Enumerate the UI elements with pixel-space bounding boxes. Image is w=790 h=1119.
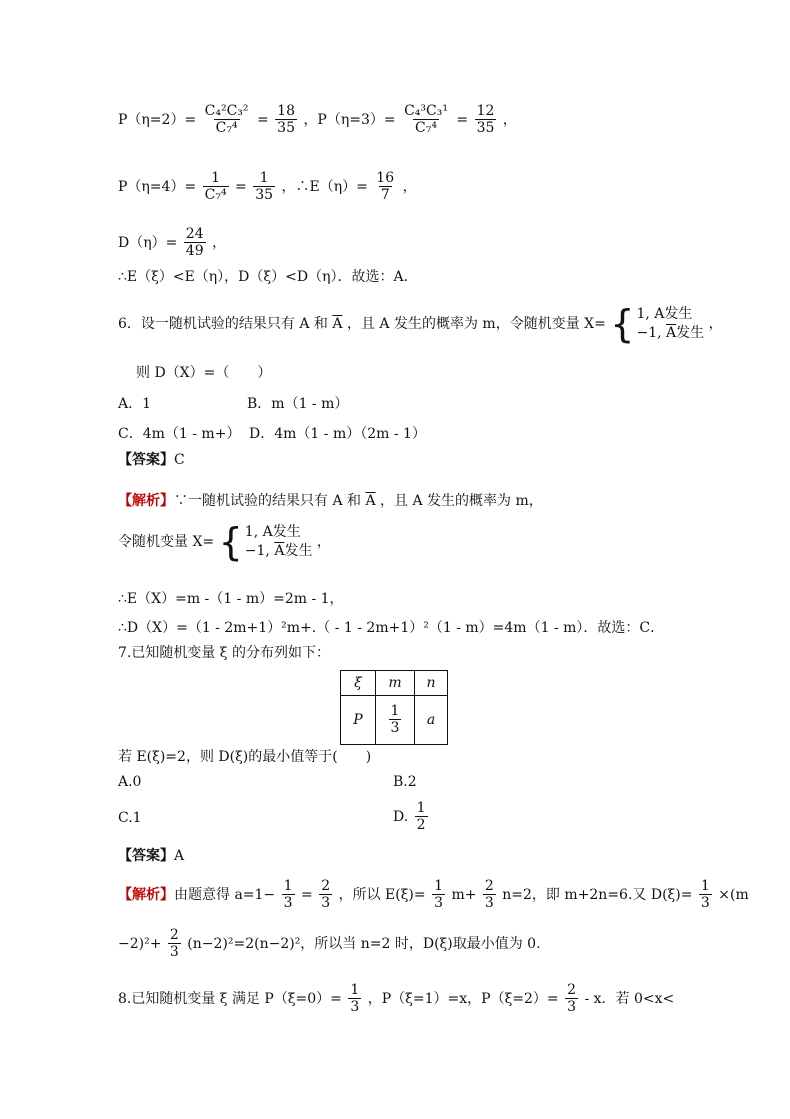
fraction	[432, 878, 445, 912]
den: 7	[380, 187, 390, 204]
a-complement: $\overline{A}$	[274, 543, 285, 559]
den: C₇⁴	[204, 187, 227, 204]
num: 18	[277, 103, 295, 119]
answer-6	[118, 453, 185, 467]
answer-tag: 【答案】	[118, 848, 174, 864]
question-7-ask: 若 E(ξ)=2，则 D(ξ)的最小值等于( )	[118, 749, 372, 765]
a-complement: $\overline{A}$	[332, 316, 343, 332]
text: 令随机变量 X=	[118, 534, 215, 550]
eta-variance	[118, 226, 226, 260]
num: 2	[169, 927, 179, 943]
num: 1	[416, 800, 426, 816]
answer-value: A	[174, 848, 185, 864]
text: - x．若 0<x<	[584, 990, 675, 1007]
fraction	[483, 878, 496, 912]
num: 1	[434, 878, 443, 894]
fraction	[319, 878, 332, 912]
den: 3	[484, 895, 494, 912]
text: ，	[212, 234, 227, 251]
text: D（η）=	[118, 234, 178, 251]
num: C₄³C₃¹	[404, 103, 448, 119]
question-6	[118, 302, 723, 346]
table-row	[341, 696, 448, 745]
text: ，P（ξ=1）=x，P（ξ=2）=	[367, 990, 559, 1007]
den: 35	[255, 187, 274, 204]
solution-6-variance: ∴D（X）=（1 - 2m+1）²m+.（ - 1 - 2m+1）²（1 - m）=4m（1 - m）．故选：C．	[118, 620, 665, 636]
fraction	[374, 170, 396, 204]
text: −1,	[636, 325, 667, 341]
fraction	[565, 982, 578, 1016]
case-2	[636, 324, 704, 343]
text: D.	[393, 808, 409, 825]
text: −2)²+	[118, 935, 162, 952]
text: =	[301, 886, 313, 903]
option-b: B.2	[393, 774, 417, 790]
case-1: 1, A发生	[244, 524, 301, 541]
table-cell: P	[341, 696, 376, 745]
text: =	[256, 111, 269, 128]
num: 2	[567, 982, 577, 998]
den: 3	[283, 895, 293, 912]
num: 1	[350, 982, 360, 998]
den: 35	[476, 120, 495, 137]
num: 1	[211, 170, 221, 186]
brace: {	[610, 302, 635, 346]
fraction	[415, 800, 428, 834]
cases	[636, 305, 704, 343]
option-a: A.0	[118, 774, 142, 790]
text: 发生	[284, 543, 313, 559]
text: n=2，即 m+2n=6.又 D(ξ)=	[502, 886, 693, 903]
text: ，且 A 发生的概率为 m，	[380, 493, 543, 509]
den: 3	[390, 720, 400, 737]
den: C₇⁴	[215, 120, 238, 137]
num: C₄²C₃²	[204, 103, 249, 119]
num: 16	[376, 170, 395, 186]
text: −1,	[244, 543, 275, 559]
fraction	[389, 703, 402, 737]
eta-4-and-expectation	[118, 170, 417, 204]
num: 1	[259, 170, 269, 186]
den: 3	[169, 944, 179, 961]
num: 12	[476, 103, 495, 119]
cases	[245, 523, 313, 561]
table-cell	[376, 696, 415, 745]
num: 2	[484, 878, 494, 894]
option-d: D．4m（1 - m）（2m - 1）	[249, 426, 426, 442]
table-cell: m	[376, 671, 415, 696]
case-1: 1, A发生	[636, 306, 693, 323]
case-2	[245, 542, 313, 561]
den: 35	[277, 120, 295, 137]
solution-6-expectation: ∴E（X）=m -（1 - m）=2m - 1，	[118, 591, 344, 607]
fraction	[168, 927, 181, 961]
den: 3	[350, 999, 360, 1016]
den: 3	[434, 895, 443, 912]
solution-7-line-2	[118, 927, 541, 961]
num: 1	[283, 878, 293, 894]
option-a: A．1	[118, 396, 152, 412]
fraction	[475, 103, 497, 137]
text: 8.已知随机变量 ξ 满足 P（ξ=0）=	[118, 990, 342, 1007]
text: ×(m	[718, 886, 749, 903]
answer-tag: 【答案】	[118, 452, 174, 468]
table-cell: n	[415, 671, 448, 696]
fraction	[184, 226, 206, 260]
fraction	[282, 878, 295, 912]
num: 24	[185, 226, 204, 242]
den: 3	[567, 999, 577, 1016]
text: ，且 A 发生的概率为 m，令随机变量 X=	[346, 316, 606, 332]
den: 3	[700, 895, 710, 912]
fraction	[203, 170, 229, 204]
option-c: C．4m（1 - m+）	[118, 426, 241, 442]
distribution-table	[340, 670, 448, 745]
fraction	[275, 103, 297, 137]
option-c: C.1	[118, 810, 142, 826]
a-complement: $\overline{A}$	[666, 325, 677, 341]
num: 1	[700, 878, 710, 894]
table-row	[341, 671, 448, 696]
text: =	[235, 178, 247, 195]
piecewise	[218, 520, 313, 564]
solution-7	[118, 878, 749, 912]
text: P（η=2）=	[118, 111, 197, 128]
text: 发生	[676, 325, 705, 341]
text: =	[456, 111, 469, 128]
fraction	[699, 878, 712, 912]
eta-2-3-probabilities	[118, 103, 517, 137]
fraction	[402, 103, 450, 137]
text: (n−2)²=2(n−2)²，所以当 n=2 时，D(ξ)取最小值为 0.	[187, 935, 541, 952]
text: ，∴E（η）=	[281, 178, 368, 195]
solution-6	[118, 494, 543, 508]
den: 49	[185, 243, 204, 260]
solution-tag: 【解析】	[118, 886, 174, 903]
num: 1	[390, 703, 400, 720]
conclusion-line: ∴E（ξ）<E（η），D（ξ）<D（η）．故选：A．	[118, 269, 418, 285]
text: ，	[316, 534, 331, 550]
text: ∵一随机试验的结果只有 A 和	[174, 493, 362, 509]
text: m+	[451, 886, 477, 903]
text: 6．设一随机试验的结果只有 A 和	[118, 316, 328, 332]
table-cell: ξ	[341, 671, 376, 696]
text: 由题意得 a=1−	[174, 886, 276, 903]
den: 2	[416, 817, 426, 834]
den: 3	[321, 895, 331, 912]
num: 2	[321, 878, 331, 894]
piecewise	[610, 302, 705, 346]
a-complement: $\overline{A}$	[365, 493, 376, 509]
fraction	[203, 103, 251, 137]
question-7: 7.已知随机变量 ξ 的分布列如下：	[118, 645, 330, 661]
question-6-ask: 则 D（X）=（ ）	[136, 365, 272, 381]
den: C₇⁴	[415, 120, 437, 137]
text: ，所以 E(ξ)=	[338, 886, 426, 903]
fraction	[348, 982, 361, 1016]
text: P（η=4）=	[118, 178, 197, 195]
solution-tag: 【解析】	[118, 493, 174, 509]
option-b: B．m（1 - m）	[247, 396, 349, 412]
option-d	[393, 800, 430, 834]
text: ，	[502, 111, 517, 128]
answer-value: C	[174, 452, 185, 468]
text: ，	[708, 316, 723, 332]
text: ，	[402, 178, 417, 195]
text: ，P（η=3）=	[303, 111, 396, 128]
brace: {	[218, 520, 243, 564]
fraction	[253, 170, 275, 204]
question-8	[118, 982, 674, 1016]
table-cell: a	[415, 696, 448, 745]
answer-7	[118, 849, 184, 863]
solution-6-piecewise	[118, 520, 331, 564]
